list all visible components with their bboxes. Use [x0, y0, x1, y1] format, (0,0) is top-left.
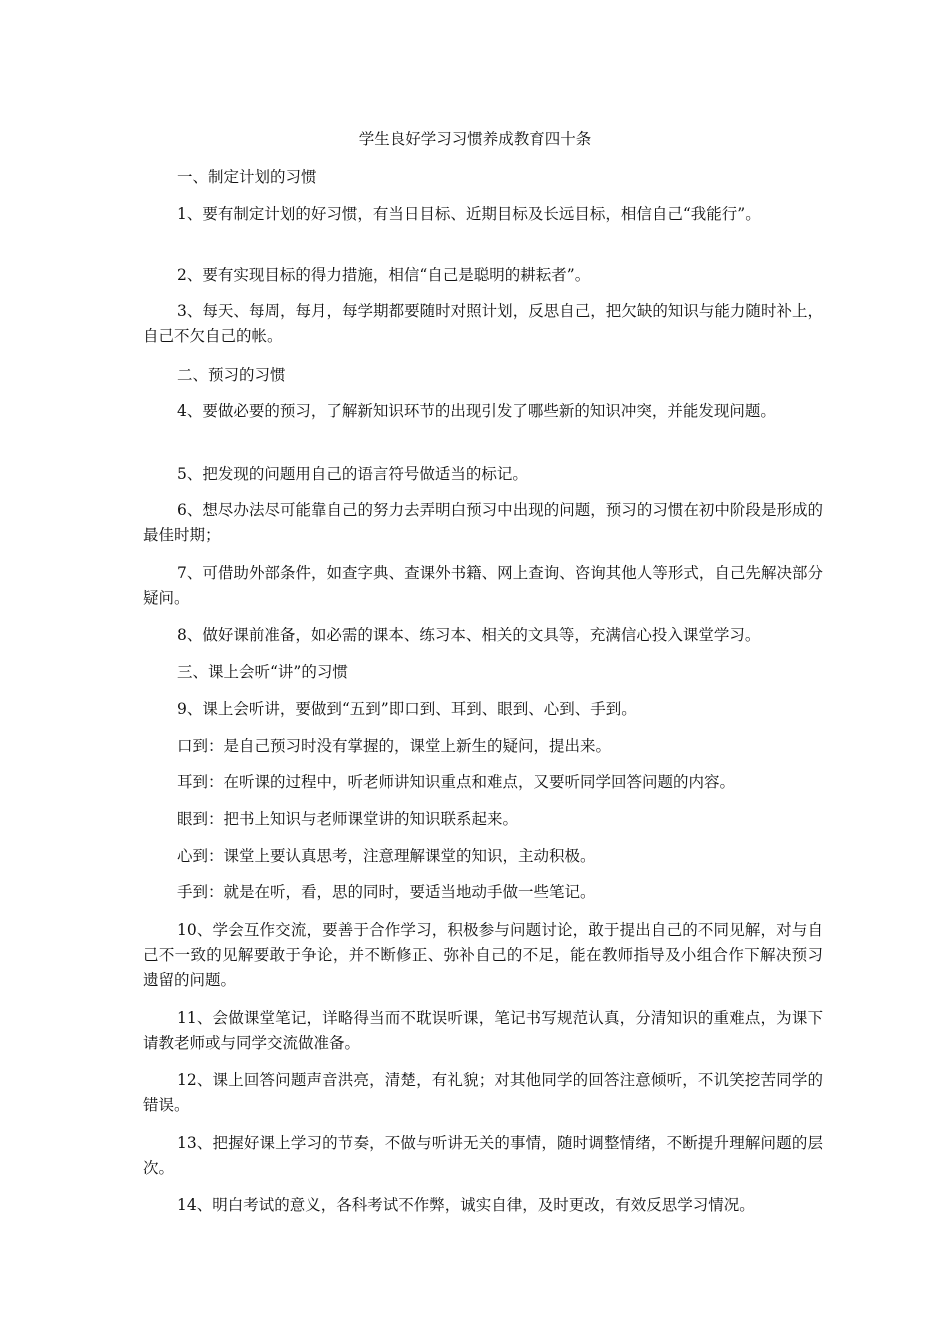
- paragraph-item-13: 13、把握好课上学习的节奏，不做与听讲无关的事情，随时调整情绪，不断提升理解问题的层次。: [143, 1134, 823, 1177]
- sub-item-heart: 心到：课堂上要认真思考，注意理解课堂的知识，主动积极。: [177, 847, 596, 865]
- section-heading-1: 一、制定计划的习惯: [177, 168, 317, 186]
- document-title: 学生良好学习习惯养成教育四十条: [358, 130, 592, 148]
- paragraph-item-2: 2、要有实现目标的得力措施，相信“自己是聪明的耕耘者”。: [177, 266, 591, 284]
- paragraph-item-7: 7、可借助外部条件，如查字典、查课外书籍、网上查询、咨询其他人等形式，自己先解决部分疑问。: [143, 564, 823, 607]
- paragraph-item-1: 1、要有制定计划的好习惯，有当日目标、近期目标及长远目标，相信自己“我能行”。: [177, 205, 761, 223]
- sub-item-mouth: 口到：是自己预习时没有掌握的，课堂上新生的疑问，提出来。: [177, 737, 612, 755]
- paragraph-item-10: 10、学会互作交流，要善于合作学习，积极参与问题讨论，敢于提出自己的不同见解，对与自己不一致的见解要敢于争论，并不断修正、弥补自己的不足，能在教师指导及小组合作下解决预习遗留的问题。: [143, 921, 823, 989]
- paragraph-item-4: 4、要做必要的预习，了解新知识环节的出现引发了哪些新的知识冲突，并能发现问题。: [177, 402, 776, 420]
- section-heading-3: 三、课上会听“讲”的习惯: [177, 663, 348, 681]
- paragraph-item-5: 5、把发现的问题用自己的语言符号做适当的标记。: [177, 465, 528, 483]
- paragraph-item-9: 9、课上会听讲，要做到“五到”即口到、耳到、眼到、心到、手到。: [177, 700, 637, 718]
- section-heading-2: 二、预习的习惯: [177, 366, 286, 384]
- paragraph-item-14: 14、明白考试的意义，各科考试不作弊，诚实自律，及时更改，有效反思学习情况。: [177, 1196, 755, 1214]
- paragraph-item-11: 11、会做课堂笔记，详略得当而不耽误听课，笔记书写规范认真，分清知识的重难点，为课下请教老师或与同学交流做准备。: [143, 1009, 823, 1052]
- sub-item-ear: 耳到：在听课的过程中，听老师讲知识重点和难点，又要听同学回答问题的内容。: [177, 773, 736, 791]
- paragraph-item-3: 3、每天、每周，每月，每学期都要随时对照计划，反思自己，把欠缺的知识与能力随时补上，自己不欠自己的帐。: [143, 302, 823, 345]
- paragraph-item-12: 12、课上回答问题声音洪亮，清楚，有礼貌；对其他同学的回答注意倾听，不讥笑挖苦同学的错误。: [143, 1071, 823, 1114]
- sub-item-hand: 手到：就是在听，看，思的同时，要适当地动手做一些笔记。: [177, 883, 596, 901]
- paragraph-item-8: 8、做好课前准备，如必需的课本、练习本、相关的文具等，充满信心投入课堂学习。: [177, 626, 761, 644]
- sub-item-eye: 眼到：把书上知识与老师课堂讲的知识联系起来。: [177, 810, 519, 828]
- paragraph-item-6: 6、想尽办法尽可能靠自己的努力去弄明白预习中出现的问题，预习的习惯在初中阶段是形成的最佳时期；: [143, 501, 823, 544]
